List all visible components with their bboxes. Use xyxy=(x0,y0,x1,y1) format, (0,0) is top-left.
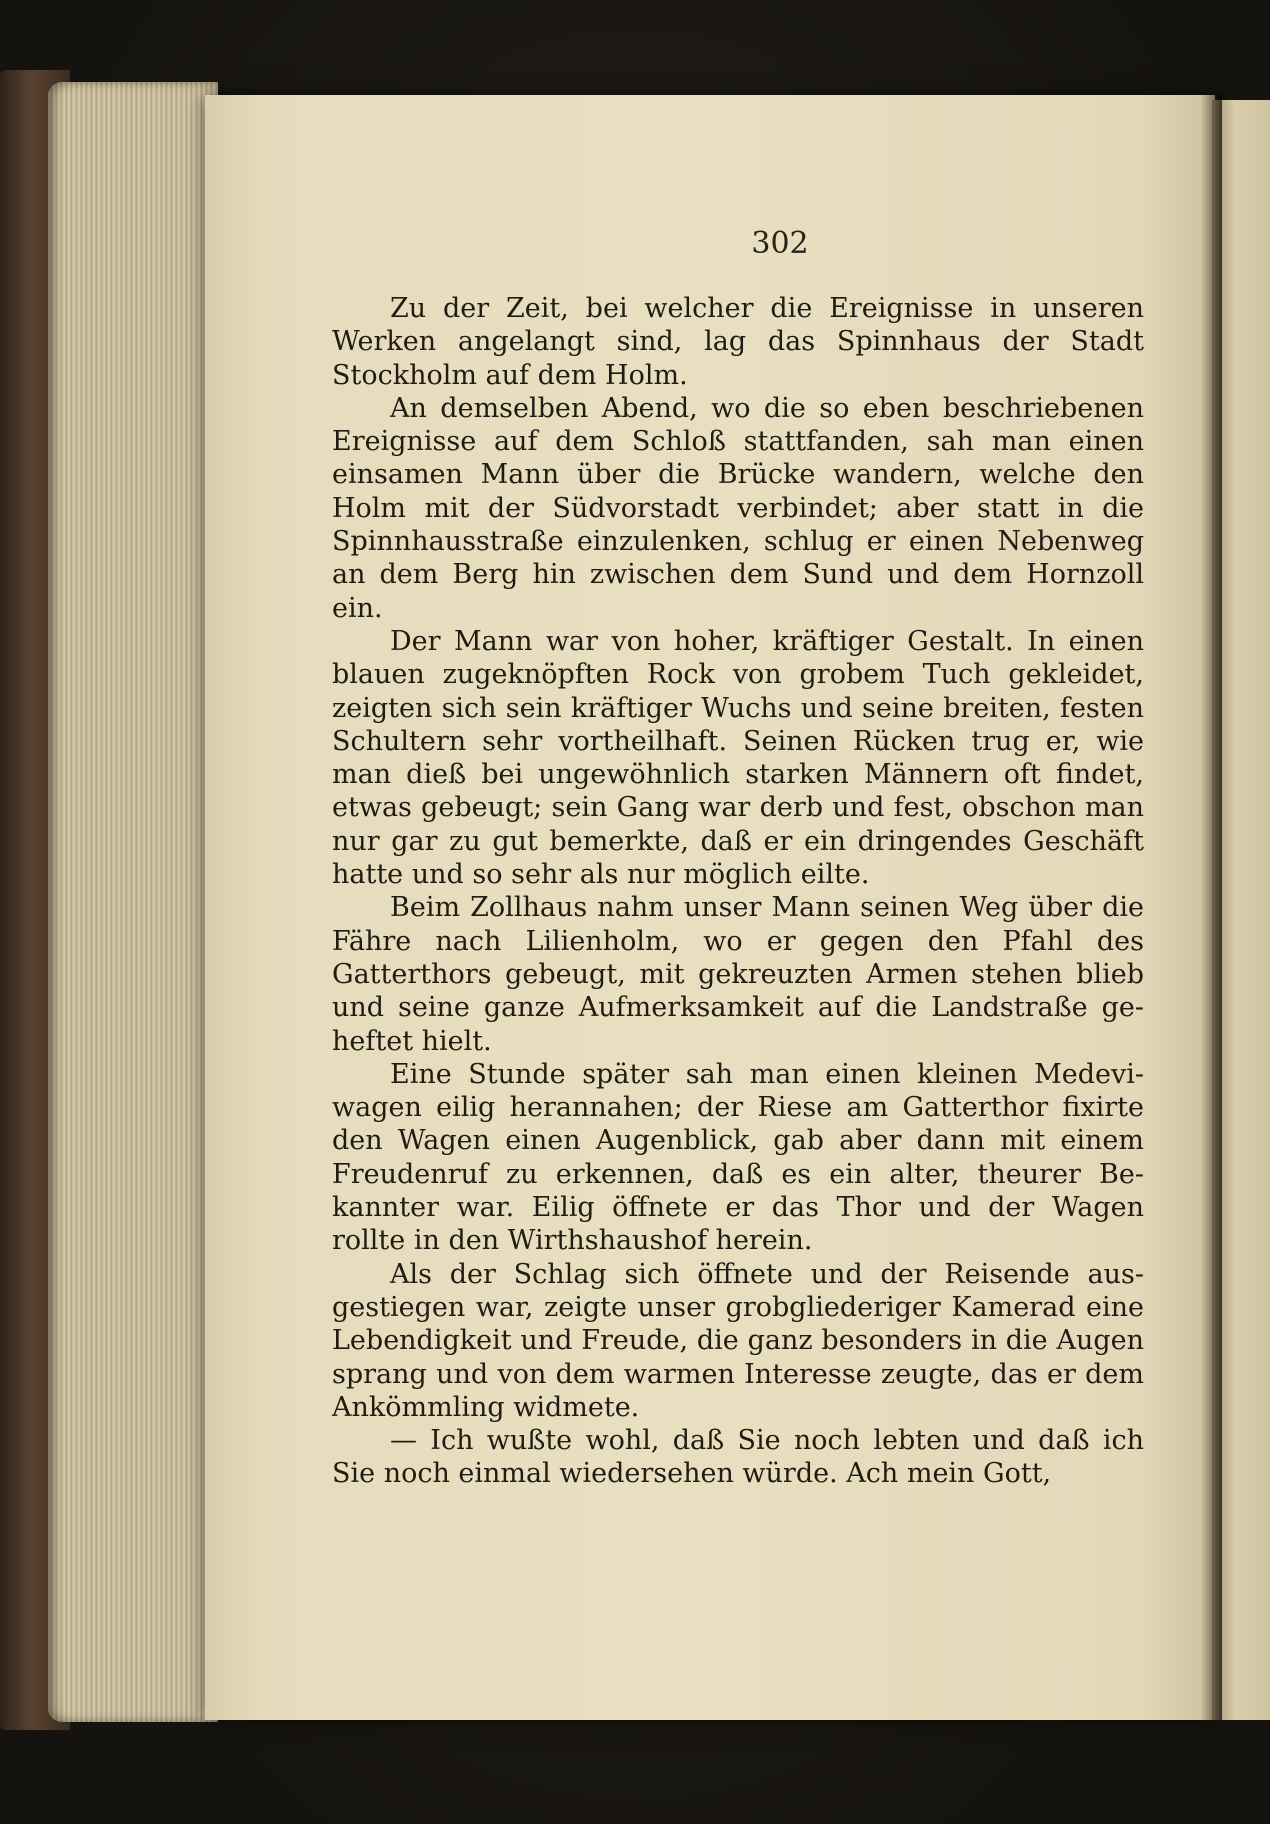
paragraph: An demselben Abend, wo die so eben beschriebenen Ereignisse auf dem Schloß stattfanden, sah man einen einsamen Mann über die Brücke wandern, welche den Holm mit der Südvorstadt verbindet; aber statt in die Spinnhausstraße einzulenken, schlug er einen Nebenweg an dem Berg hin zwischen dem Sund und dem Hornzoll ein. xyxy=(332,392,1144,624)
page-number: 302 xyxy=(751,226,809,261)
paragraph: Der Mann war von hoher, kräftiger Gestalt. In einen blauen zugeknöpften Rock von grobem Tuch gekleidet, zeigten sich sein kräftiger Wuchs und seine breiten, festen Schultern sehr vortheilhaft. Seinen Rücken trug er, wie man dieß bei ungewöhnlich starken Männern oft findet, etwas gebeugt; sein Gang war derb und fest, obschon man nur gar zu gut bemerkte, daß er ein dringendes Geschäft hatte und so sehr als nur möglich eilte. xyxy=(332,625,1144,891)
page-edges xyxy=(48,82,218,1722)
paragraph: Zu der Zeit, bei welcher die Ereignisse in unseren Werken angelangt sind, lag das Spinnhaus der Stadt Stockholm auf dem Holm. xyxy=(332,293,1144,391)
paragraph: Als der Schlag sich öffnete und der Reisende ausgestiegen war, zeigte unser grobgliederiger Kamerad eine Lebendigkeit und Freude, die ganz besonders in die Augen sprang und von dem warmen Interesse zeugte, das er dem Ankömmling widmete. xyxy=(332,1258,1144,1423)
paragraph: Beim Zollhaus nahm unser Mann seinen Weg über die Fähre nach Lilienholm, wo er gegen den Pfahl des Gatterthors gebeugt, mit gekreuzten Armen stehen blieb und seine ganze Aufmerksamkeit auf die Landstraße geheftet hielt. xyxy=(332,892,1144,1057)
paragraph: — Ich wußte wohl, daß Sie noch lebten und daß ich Sie noch einmal wiedersehen würde. Ach mein Gott, xyxy=(332,1425,1144,1490)
body-text xyxy=(332,292,1144,1491)
paragraph: Eine Stunde später sah man einen kleinen Medeviwagen eilig herannahen; der Riese am Gatterthor fixirte den Wagen einen Augenblick, gab aber dann mit einem Freudenruf zu erkennen, daß es ein alter, theurer Bekannter war. Eilig öffnete er das Thor und der Wagen rollte in den Wirthshaushof herein. xyxy=(332,1058,1144,1257)
book-gutter xyxy=(1200,95,1222,1720)
